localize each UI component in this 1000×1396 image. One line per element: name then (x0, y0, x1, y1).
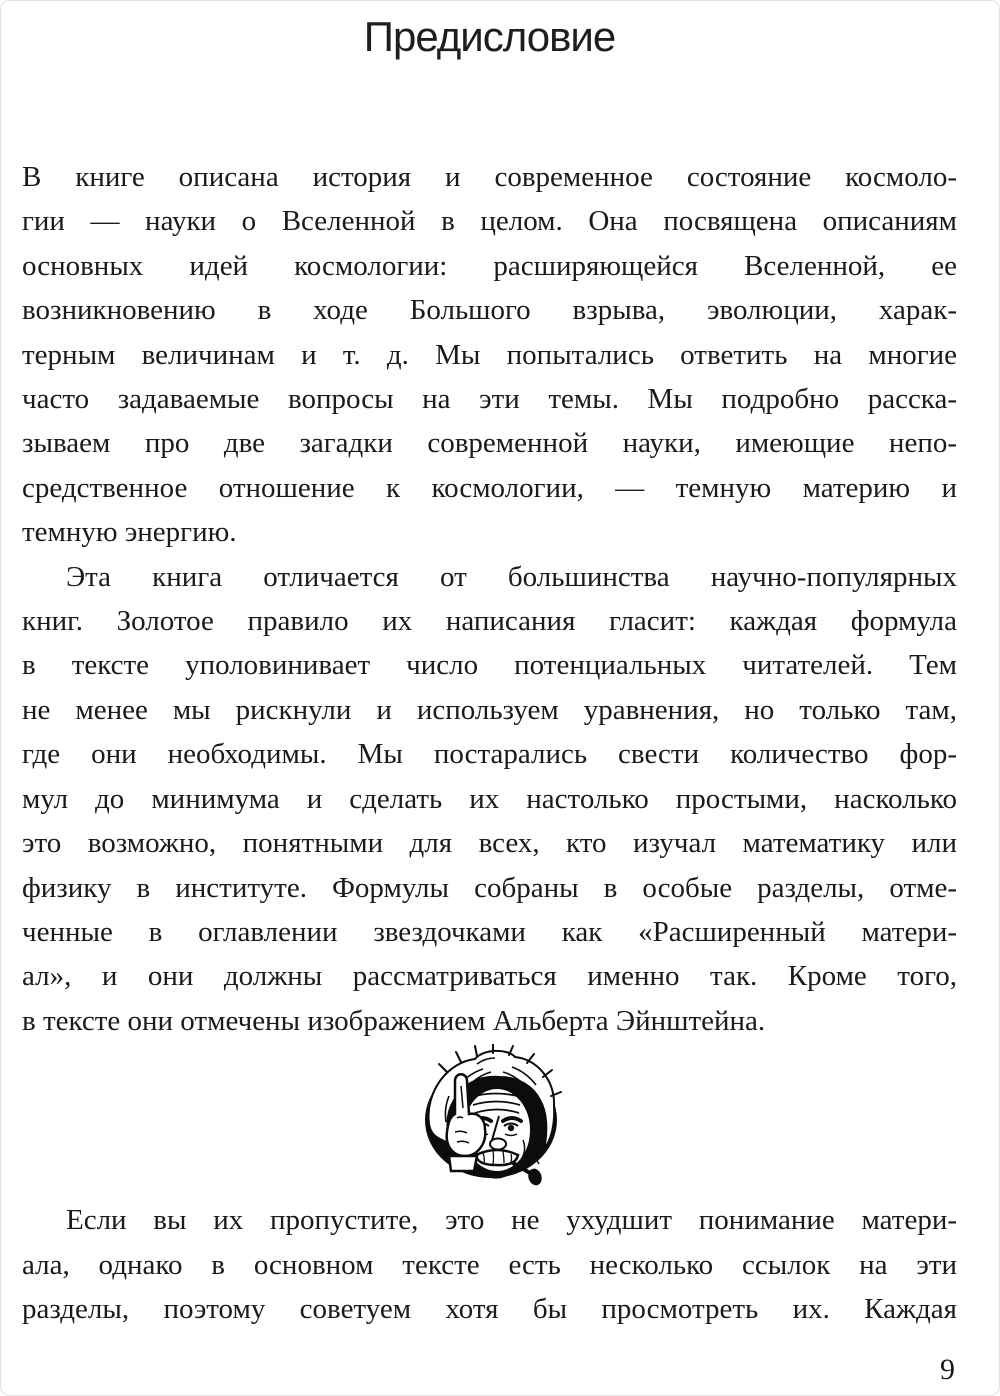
text-line: в тексте уполовинивает число потенциальных читателей. Тем (22, 649, 957, 682)
text-line: возникновению в ходе Большого взрыва, эволюции, харак- (22, 294, 957, 327)
text-line: физику в институте. Формулы собраны в особые разделы, отме- (22, 871, 957, 904)
text-line: где они необходимы. Мы постарались свести количество фор- (22, 738, 957, 771)
text-line: разделы, поэтому советуем хотя бы просмотреть их. Каждая (22, 1292, 957, 1325)
paragraph (22, 555, 957, 1043)
text-line: в тексте они отмечены изображением Альберта Эйнштейна. (22, 1004, 766, 1037)
text-line: мул до минимума и сделать их настолько простыми, насколько (22, 782, 957, 815)
text-line: терным величинам и т. д. Мы попытались ответить на многие (22, 338, 957, 371)
text-line: не менее мы рискнули и используем уравнения, но только там, (22, 693, 957, 726)
text-line: зываем про две загадки современной науки, имеющие непо- (22, 427, 957, 460)
einstein-illustration (22, 1043, 957, 1191)
text-line: В книге описана история и современное состояние космоло- (22, 161, 957, 193)
einstein-portrait-icon (415, 1044, 565, 1190)
page-title: Предисловие (363, 13, 616, 60)
text-line: это возможно, понятными для всех, кто изучал математику или (22, 827, 957, 860)
page-number: 9 (940, 1353, 955, 1386)
text-line: Эта книга отличается от большинства научно-популярных (66, 560, 957, 593)
text-line: ченные в оглавлении звездочками как «Расширенный матери- (22, 915, 957, 948)
text-line: темную энергию. (22, 516, 237, 549)
text-line: Если вы их пропустите, это не ухудшит понимание матери- (66, 1204, 957, 1237)
text-line: основных идей космологии: расширяющейся Вселенной, ее (22, 249, 957, 282)
text-line: книг. Золотое правило их написания гласит: каждая формула (22, 605, 957, 638)
text-line: ала, однако в основном тексте есть несколько ссылок на эти (22, 1248, 957, 1281)
text-line: ал», и они должны рассматриваться именно так. Кроме того, (22, 960, 957, 993)
text-line: часто задаваемые вопросы на эти темы. Мы подробно расска- (22, 383, 957, 416)
text-line: гии — науки о Вселенной в целом. Она посвящена описаниям (22, 205, 957, 238)
text-line: средственное отношение к космологии, — темную материю и (22, 471, 957, 504)
paragraph (22, 1198, 957, 1331)
paragraph (22, 155, 957, 555)
text-block (22, 155, 957, 1331)
